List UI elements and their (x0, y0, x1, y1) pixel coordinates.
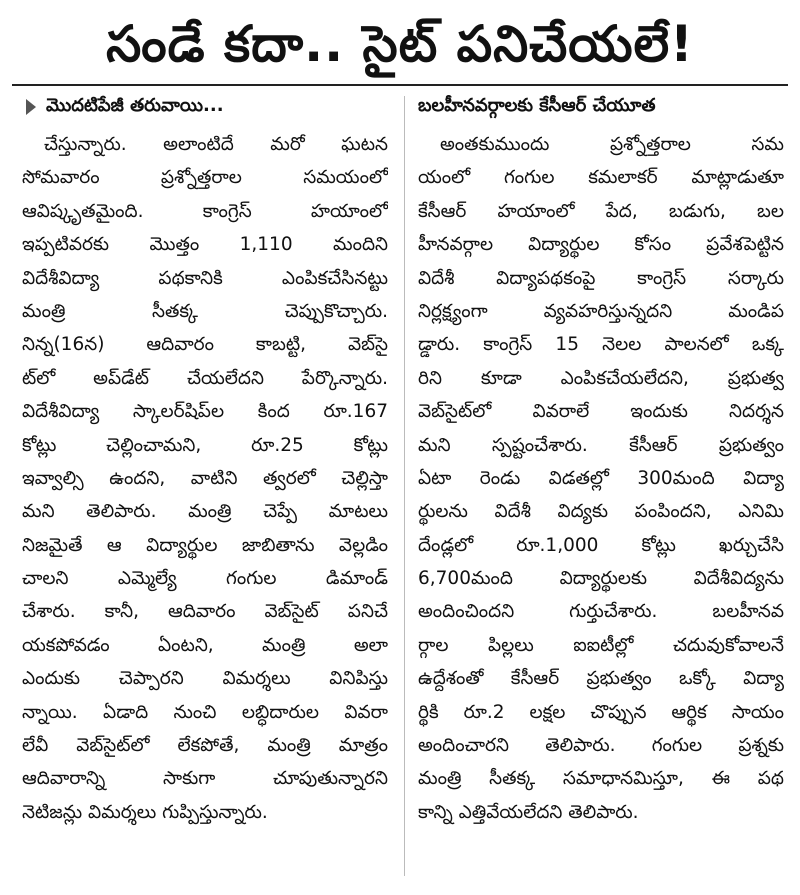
text-line: విదేశీవిద్యా పథకానికి ఎంపికచేసినట్టు (22, 267, 388, 289)
text-line: రిని కూడా ఎంపికచేయలేదని, ప్రభుత్వ (418, 367, 784, 389)
text-line: యకపోవడం ఏంటని, మంత్రి అలా (22, 634, 388, 656)
text-line: ఏటా రెండు విడతల్లో 300మంది విద్యా (418, 467, 784, 489)
continuation-subhead-text: మొదటిపేజీ తరువాయి... (46, 94, 224, 116)
headline-rule (12, 84, 788, 86)
text-line: చేశారు. కానీ, ఆదివారం వెబ్‌సైట్ పనిచే (22, 601, 388, 623)
section-subhead: బలహీనవర్గాలకు కేసీఆర్ చేయూత (418, 94, 656, 116)
text-line: ఆదివారాన్ని సాకుగా చూపుతున్నారని (22, 768, 388, 790)
text-line: హీనవర్గాల విద్యార్థుల కోసం ప్రవేశపెట్టిన (418, 234, 784, 256)
column-divider (404, 96, 405, 876)
text-line: వెబ్‌సైట్‌లో వివరాలే ఇందుకు నిదర్శన (418, 401, 784, 423)
left-column-text (22, 128, 388, 829)
text-line: సోమవారం ప్రశ్నోత్తరాల సమయంలో (22, 167, 388, 189)
text-line: ర్గాల పిల్లలు ఐఐటీల్లో చదువుకోవాలనే (418, 634, 784, 656)
continuation-subhead (22, 92, 388, 122)
text-line: విదేశీవిద్యా స్కాలర్‌షిప్‌ల కింద రూ.167 (22, 401, 388, 423)
text-line: ర్థికి రూ.2 లక్షల చొప్పున ఆర్థిక సాయం (418, 701, 784, 723)
text-line: లేవీ వెబ్‌సైట్‌లో లేకపోతే, మంత్రి మాత్రం (22, 735, 388, 757)
text-line: ట్‌లో అప్‌డేట్ చేయలేదని పేర్కొన్నారు. (22, 367, 388, 389)
text-line: నిర్లక్ష్యంగా వ్యవహరిస్తున్నదని మండిప (418, 300, 784, 322)
text-line: ఇవ్వాల్సి ఉందని, వాటిని త్వరలో చెల్లిస్తా (22, 467, 388, 489)
text-line: ర్థులను విదేశీ విద్యకు పంపిందని, ఎనిమి (418, 501, 784, 523)
text-line: ఇప్పటివరకు మొత్తం 1,110 మందిని (22, 234, 388, 256)
right-column-text (418, 128, 784, 829)
chevron-right-icon (26, 99, 36, 115)
text-line: కోట్లు చెల్లించామని, రూ.25 కోట్లు (22, 434, 388, 456)
text-line: మని స్పష్టంచేశారు. కేసీఆర్ ప్రభుత్వం (418, 434, 784, 456)
text-line: నిన్న(16న) ఆదివారం కాబట్టి, వెబ్‌సై (22, 334, 388, 356)
text-line: ఉద్దేశంతో కేసీఆర్ ప్రభుత్వం ఒక్కో విద్యా (418, 668, 784, 690)
text-line: మని తెలిపారు. మంత్రి చెప్పే మాటలు (22, 501, 388, 523)
text-line: నెటిజన్లు విమర్శలు గుప్పిస్తున్నారు. (22, 801, 268, 823)
text-line: 6,700మంది విద్యార్థులకు విదేశీవిద్యను (418, 568, 784, 590)
text-line: ఆవిష్కృతమైంది. కాంగ్రెస్ హయాంలో (22, 200, 388, 222)
right-column (418, 92, 784, 882)
text-line: అందించిందని గుర్తుచేశారు. బలహీనవ (418, 601, 784, 623)
text-line: కేసీఆర్ హయాంలో పేద, బడుగు, బల (418, 200, 784, 222)
text-line: డ్డారు. కాంగ్రెస్ 15 నెలల పాలనలో ఒక్క (418, 334, 784, 356)
text-line: అంతకుముందు ప్రశ్నోత్తరాల సమ (440, 134, 784, 155)
text-line: అందించారని తెలిపారు. గంగుల ప్రశ్నకు (418, 735, 784, 757)
text-line: విదేశీ విద్యాపథకంపై కాంగ్రెస్ సర్కారు (418, 267, 784, 289)
left-column (22, 92, 388, 882)
text-line: నిజమైతే ఆ విద్యార్థుల జాబితాను వెల్లడిం (22, 534, 388, 556)
text-line: చాలని ఎమ్మెల్యే గంగుల డిమాండ్ (22, 568, 388, 590)
headline: సండే కదా.. సైట్ పనిచేయలే! (106, 15, 694, 73)
text-line: మంత్రి సీతక్క సమాధానమిస్తూ, ఈ పథ (418, 768, 784, 790)
text-line: దేండ్లలో రూ.1,000 కోట్లు ఖర్చుచేసి (418, 534, 784, 556)
text-line: న్నాయి. ఏడాది నుంచి లబ్ధిదారుల వివరా (22, 701, 388, 723)
text-line: యంలో గంగుల కమలాకర్ మాట్లాడుతూ (418, 167, 784, 189)
text-line: చేస్తున్నారు. అలాంటిదే మరో ఘటన (44, 134, 388, 155)
text-line: ఎందుకు చెప్పారని విమర్శలు వినిపిస్తు (22, 668, 388, 690)
text-line: మంత్రి సీతక్క చెప్పుకొచ్చారు. (22, 300, 388, 322)
text-line: కాన్ని ఎత్తివేయలేదని తెలిపారు. (418, 801, 639, 823)
